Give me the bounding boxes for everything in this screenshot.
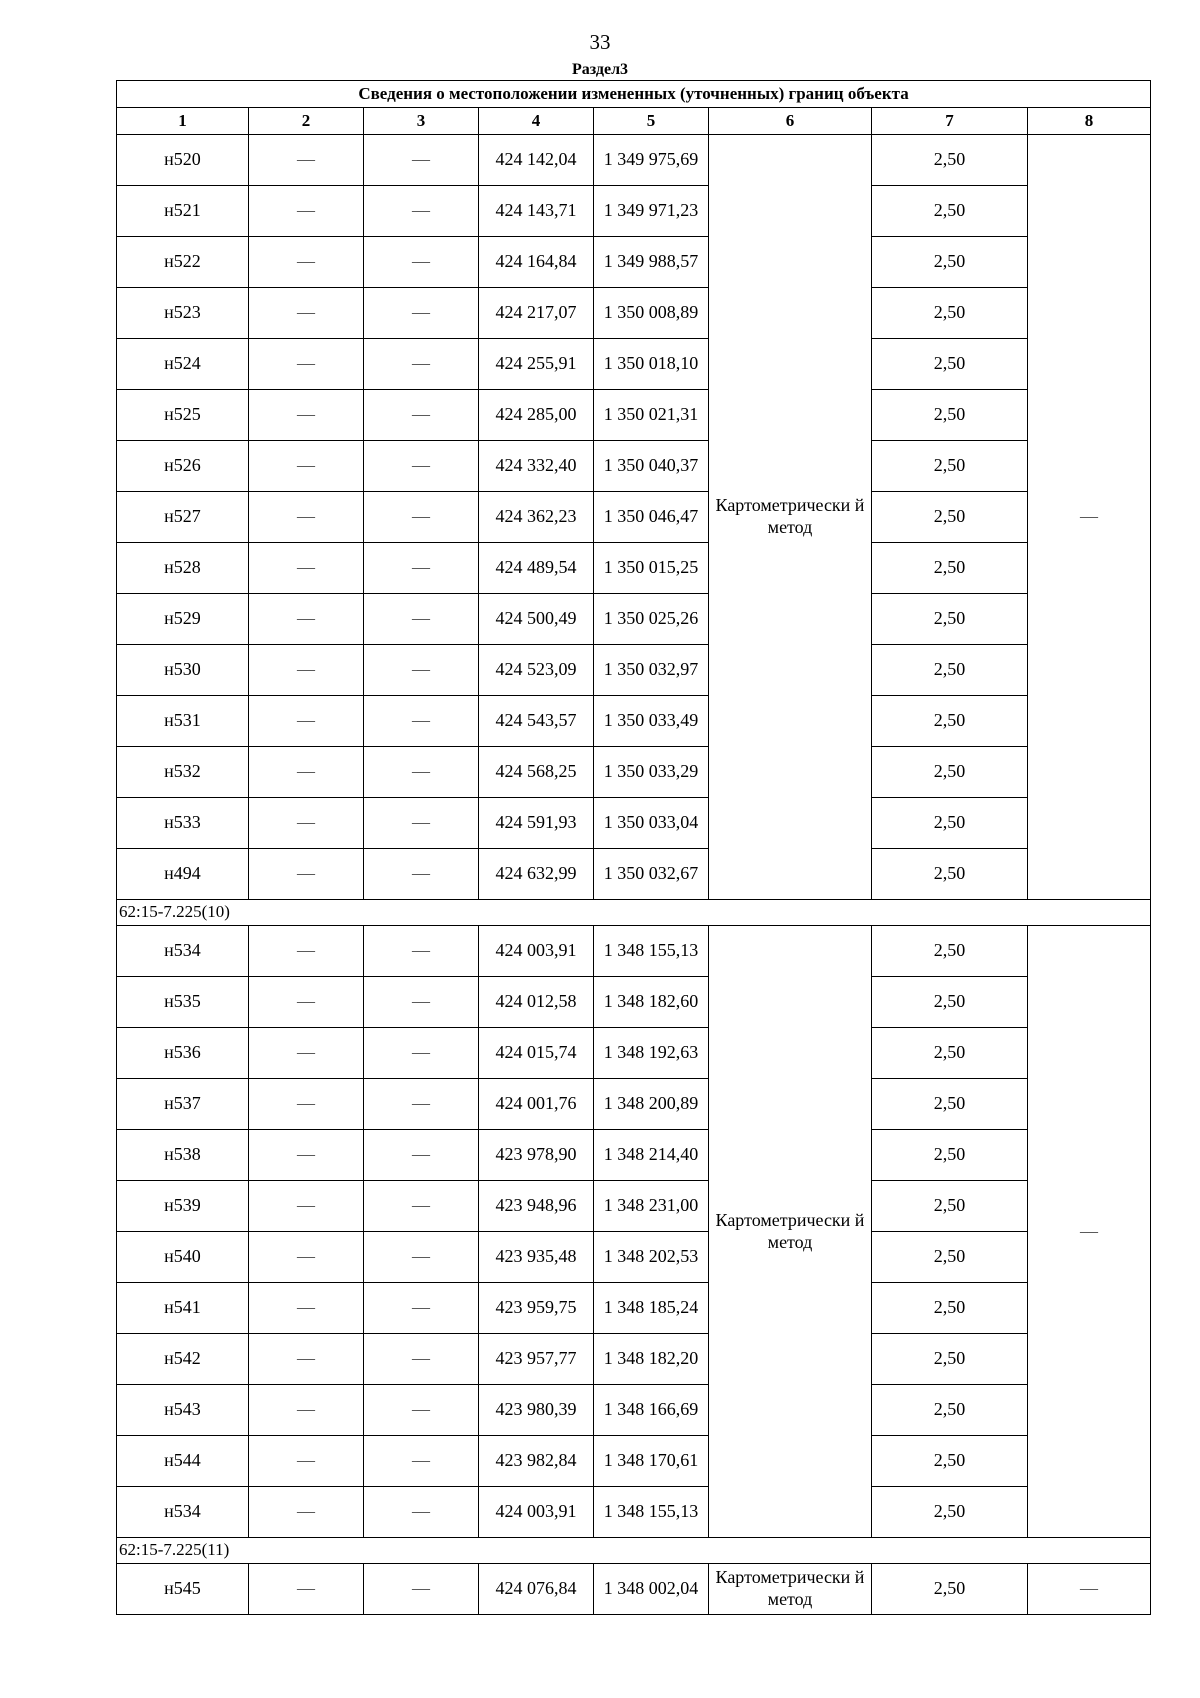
col8-cell: — <box>1028 1564 1151 1615</box>
x-coordinate-cell: 424 143,71 <box>479 186 594 237</box>
col3-cell: — <box>364 645 479 696</box>
point-id-cell: н521 <box>117 186 249 237</box>
col3-cell: — <box>364 849 479 900</box>
y-coordinate-cell: 1 349 971,23 <box>594 186 709 237</box>
col3-cell: — <box>364 492 479 543</box>
col3-cell: — <box>364 237 479 288</box>
table-row <box>117 977 1151 1028</box>
col2-cell: — <box>249 1079 364 1130</box>
column-number: 1 <box>117 108 249 135</box>
point-id-cell: н539 <box>117 1181 249 1232</box>
column-number-row <box>117 108 1151 135</box>
parcel-group-row <box>117 900 1151 926</box>
col3-cell: — <box>364 339 479 390</box>
col2-cell: — <box>249 1334 364 1385</box>
col2-cell: — <box>249 1436 364 1487</box>
col3-cell: — <box>364 1436 479 1487</box>
x-coordinate-cell: 424 015,74 <box>479 1028 594 1079</box>
y-coordinate-cell: 1 348 182,60 <box>594 977 709 1028</box>
y-coordinate-cell: 1 348 170,61 <box>594 1436 709 1487</box>
point-id-cell: н542 <box>117 1334 249 1385</box>
col3-cell: — <box>364 926 479 977</box>
accuracy-cell: 2,50 <box>872 1334 1028 1385</box>
col3-cell: — <box>364 1130 479 1181</box>
col2-cell: — <box>249 645 364 696</box>
y-coordinate-cell: 1 348 002,04 <box>594 1564 709 1615</box>
accuracy-cell: 2,50 <box>872 1079 1028 1130</box>
x-coordinate-cell: 424 632,99 <box>479 849 594 900</box>
x-coordinate-cell: 424 285,00 <box>479 390 594 441</box>
col2-cell: — <box>249 977 364 1028</box>
col2-cell: — <box>249 288 364 339</box>
x-coordinate-cell: 424 362,23 <box>479 492 594 543</box>
table-row <box>117 237 1151 288</box>
point-id-cell: н535 <box>117 977 249 1028</box>
accuracy-cell: 2,50 <box>872 1487 1028 1538</box>
col3-cell: — <box>364 1079 479 1130</box>
y-coordinate-cell: 1 350 025,26 <box>594 594 709 645</box>
col3-cell: — <box>364 594 479 645</box>
column-number: 4 <box>479 108 594 135</box>
table-row <box>117 390 1151 441</box>
table-row <box>117 1028 1151 1079</box>
table-row <box>117 645 1151 696</box>
point-id-cell: н525 <box>117 390 249 441</box>
col3-cell: — <box>364 696 479 747</box>
column-number: 5 <box>594 108 709 135</box>
table-caption: Сведения о местоположении измененных (уточненных) границ объекта <box>117 81 1151 108</box>
col2-cell: — <box>249 492 364 543</box>
accuracy-cell: 2,50 <box>872 849 1028 900</box>
table-row <box>117 135 1151 186</box>
accuracy-cell: 2,50 <box>872 1385 1028 1436</box>
y-coordinate-cell: 1 350 046,47 <box>594 492 709 543</box>
accuracy-cell: 2,50 <box>872 441 1028 492</box>
y-coordinate-cell: 1 350 033,29 <box>594 747 709 798</box>
x-coordinate-cell: 424 003,91 <box>479 1487 594 1538</box>
y-coordinate-cell: 1 350 032,97 <box>594 645 709 696</box>
accuracy-cell: 2,50 <box>872 543 1028 594</box>
col3-cell: — <box>364 1232 479 1283</box>
x-coordinate-cell: 424 003,91 <box>479 926 594 977</box>
table-row <box>117 798 1151 849</box>
point-id-cell: н534 <box>117 926 249 977</box>
accuracy-cell: 2,50 <box>872 1564 1028 1615</box>
x-coordinate-cell: 423 980,39 <box>479 1385 594 1436</box>
point-id-cell: н545 <box>117 1564 249 1615</box>
accuracy-cell: 2,50 <box>872 390 1028 441</box>
x-coordinate-cell: 424 568,25 <box>479 747 594 798</box>
table-row <box>117 696 1151 747</box>
x-coordinate-cell: 424 255,91 <box>479 339 594 390</box>
table-row <box>117 288 1151 339</box>
col3-cell: — <box>364 186 479 237</box>
col2-cell: — <box>249 1130 364 1181</box>
point-id-cell: н522 <box>117 237 249 288</box>
table-caption-row <box>117 81 1151 108</box>
col2-cell: — <box>249 1385 364 1436</box>
accuracy-cell: 2,50 <box>872 186 1028 237</box>
y-coordinate-cell: 1 348 202,53 <box>594 1232 709 1283</box>
y-coordinate-cell: 1 350 033,04 <box>594 798 709 849</box>
col3-cell: — <box>364 441 479 492</box>
y-coordinate-cell: 1 348 182,20 <box>594 1334 709 1385</box>
point-id-cell: н538 <box>117 1130 249 1181</box>
point-id-cell: н520 <box>117 135 249 186</box>
point-id-cell: н537 <box>117 1079 249 1130</box>
col3-cell: — <box>364 1028 479 1079</box>
x-coordinate-cell: 424 076,84 <box>479 1564 594 1615</box>
boundary-coordinates-table <box>116 80 1151 1615</box>
x-coordinate-cell: 423 978,90 <box>479 1130 594 1181</box>
accuracy-cell: 2,50 <box>872 594 1028 645</box>
y-coordinate-cell: 1 348 185,24 <box>594 1283 709 1334</box>
column-number: 7 <box>872 108 1028 135</box>
col8-cell: — <box>1028 135 1151 900</box>
col3-cell: — <box>364 1564 479 1615</box>
table-row <box>117 1436 1151 1487</box>
accuracy-cell: 2,50 <box>872 288 1028 339</box>
point-id-cell: н536 <box>117 1028 249 1079</box>
table-row <box>117 441 1151 492</box>
point-id-cell: н528 <box>117 543 249 594</box>
point-id-cell: н523 <box>117 288 249 339</box>
y-coordinate-cell: 1 350 033,49 <box>594 696 709 747</box>
x-coordinate-cell: 424 332,40 <box>479 441 594 492</box>
y-coordinate-cell: 1 348 166,69 <box>594 1385 709 1436</box>
point-id-cell: н526 <box>117 441 249 492</box>
y-coordinate-cell: 1 348 200,89 <box>594 1079 709 1130</box>
y-coordinate-cell: 1 349 975,69 <box>594 135 709 186</box>
col2-cell: — <box>249 1487 364 1538</box>
point-id-cell: н544 <box>117 1436 249 1487</box>
page-number: 33 <box>589 30 611 54</box>
accuracy-cell: 2,50 <box>872 492 1028 543</box>
col3-cell: — <box>364 543 479 594</box>
point-id-cell: н543 <box>117 1385 249 1436</box>
accuracy-cell: 2,50 <box>872 1028 1028 1079</box>
table-row <box>117 1130 1151 1181</box>
col3-cell: — <box>364 1283 479 1334</box>
col3-cell: — <box>364 1334 479 1385</box>
accuracy-cell: 2,50 <box>872 798 1028 849</box>
accuracy-cell: 2,50 <box>872 339 1028 390</box>
x-coordinate-cell: 424 591,93 <box>479 798 594 849</box>
x-coordinate-cell: 424 164,84 <box>479 237 594 288</box>
x-coordinate-cell: 424 543,57 <box>479 696 594 747</box>
accuracy-cell: 2,50 <box>872 237 1028 288</box>
col3-cell: — <box>364 1487 479 1538</box>
table-row <box>117 339 1151 390</box>
accuracy-cell: 2,50 <box>872 135 1028 186</box>
parcel-label: 62:15-7.225(10) <box>117 900 1151 926</box>
x-coordinate-cell: 423 948,96 <box>479 1181 594 1232</box>
y-coordinate-cell: 1 350 008,89 <box>594 288 709 339</box>
accuracy-cell: 2,50 <box>872 1130 1028 1181</box>
accuracy-cell: 2,50 <box>872 645 1028 696</box>
y-coordinate-cell: 1 350 040,37 <box>594 441 709 492</box>
x-coordinate-cell: 424 217,07 <box>479 288 594 339</box>
point-id-cell: н527 <box>117 492 249 543</box>
col2-cell: — <box>249 390 364 441</box>
method-cell: Картометрически й метод <box>709 926 872 1538</box>
point-id-cell: н540 <box>117 1232 249 1283</box>
col2-cell: — <box>249 594 364 645</box>
accuracy-cell: 2,50 <box>872 1232 1028 1283</box>
table-row <box>117 1334 1151 1385</box>
col3-cell: — <box>364 798 479 849</box>
col2-cell: — <box>249 1564 364 1615</box>
col2-cell: — <box>249 237 364 288</box>
y-coordinate-cell: 1 348 155,13 <box>594 1487 709 1538</box>
table-row <box>117 186 1151 237</box>
col3-cell: — <box>364 977 479 1028</box>
x-coordinate-cell: 424 142,04 <box>479 135 594 186</box>
table-row <box>117 1232 1151 1283</box>
col2-cell: — <box>249 696 364 747</box>
section-title: Раздел3 <box>571 61 629 78</box>
col2-cell: — <box>249 1232 364 1283</box>
point-id-cell: н541 <box>117 1283 249 1334</box>
column-number: 2 <box>249 108 364 135</box>
point-id-cell: н524 <box>117 339 249 390</box>
x-coordinate-cell: 424 489,54 <box>479 543 594 594</box>
table-row <box>117 747 1151 798</box>
col3-cell: — <box>364 390 479 441</box>
y-coordinate-cell: 1 348 214,40 <box>594 1130 709 1181</box>
method-cell: Картометрически й метод <box>709 135 872 900</box>
table-row <box>117 1079 1151 1130</box>
col3-cell: — <box>364 135 479 186</box>
table-row <box>117 1564 1151 1615</box>
point-id-cell: н532 <box>117 747 249 798</box>
table-row <box>117 1385 1151 1436</box>
table-row <box>117 492 1151 543</box>
y-coordinate-cell: 1 350 015,25 <box>594 543 709 594</box>
point-id-cell: н529 <box>117 594 249 645</box>
accuracy-cell: 2,50 <box>872 926 1028 977</box>
table-row <box>117 926 1151 977</box>
column-number: 3 <box>364 108 479 135</box>
x-coordinate-cell: 423 957,77 <box>479 1334 594 1385</box>
y-coordinate-cell: 1 350 032,67 <box>594 849 709 900</box>
col2-cell: — <box>249 1028 364 1079</box>
parcel-label: 62:15-7.225(11) <box>117 1538 1151 1564</box>
point-id-cell: н494 <box>117 849 249 900</box>
accuracy-cell: 2,50 <box>872 696 1028 747</box>
accuracy-cell: 2,50 <box>872 977 1028 1028</box>
column-number: 6 <box>709 108 872 135</box>
x-coordinate-cell: 424 500,49 <box>479 594 594 645</box>
accuracy-cell: 2,50 <box>872 747 1028 798</box>
method-cell: Картометрически й метод <box>709 1564 872 1615</box>
y-coordinate-cell: 1 350 021,31 <box>594 390 709 441</box>
x-coordinate-cell: 423 959,75 <box>479 1283 594 1334</box>
x-coordinate-cell: 424 001,76 <box>479 1079 594 1130</box>
col8-cell: — <box>1028 926 1151 1538</box>
accuracy-cell: 2,50 <box>872 1181 1028 1232</box>
table-row <box>117 849 1151 900</box>
accuracy-cell: 2,50 <box>872 1283 1028 1334</box>
table-row <box>117 594 1151 645</box>
table-row <box>117 1181 1151 1232</box>
x-coordinate-cell: 424 523,09 <box>479 645 594 696</box>
col2-cell: — <box>249 1283 364 1334</box>
point-id-cell: н534 <box>117 1487 249 1538</box>
col3-cell: — <box>364 747 479 798</box>
table-row <box>117 1487 1151 1538</box>
column-number: 8 <box>1028 108 1151 135</box>
table-body <box>117 81 1151 1615</box>
y-coordinate-cell: 1 350 018,10 <box>594 339 709 390</box>
col2-cell: — <box>249 1181 364 1232</box>
y-coordinate-cell: 1 348 155,13 <box>594 926 709 977</box>
col2-cell: — <box>249 926 364 977</box>
x-coordinate-cell: 424 012,58 <box>479 977 594 1028</box>
point-id-cell: н531 <box>117 696 249 747</box>
point-id-cell: н533 <box>117 798 249 849</box>
y-coordinate-cell: 1 348 231,00 <box>594 1181 709 1232</box>
col2-cell: — <box>249 849 364 900</box>
col2-cell: — <box>249 441 364 492</box>
col2-cell: — <box>249 135 364 186</box>
col2-cell: — <box>249 339 364 390</box>
col3-cell: — <box>364 1181 479 1232</box>
col3-cell: — <box>364 288 479 339</box>
col2-cell: — <box>249 798 364 849</box>
y-coordinate-cell: 1 348 192,63 <box>594 1028 709 1079</box>
parcel-group-row <box>117 1538 1151 1564</box>
x-coordinate-cell: 423 935,48 <box>479 1232 594 1283</box>
x-coordinate-cell: 423 982,84 <box>479 1436 594 1487</box>
col2-cell: — <box>249 186 364 237</box>
point-id-cell: н530 <box>117 645 249 696</box>
col2-cell: — <box>249 747 364 798</box>
table-row <box>117 543 1151 594</box>
col3-cell: — <box>364 1385 479 1436</box>
table-row <box>117 1283 1151 1334</box>
accuracy-cell: 2,50 <box>872 1436 1028 1487</box>
y-coordinate-cell: 1 349 988,57 <box>594 237 709 288</box>
col2-cell: — <box>249 543 364 594</box>
